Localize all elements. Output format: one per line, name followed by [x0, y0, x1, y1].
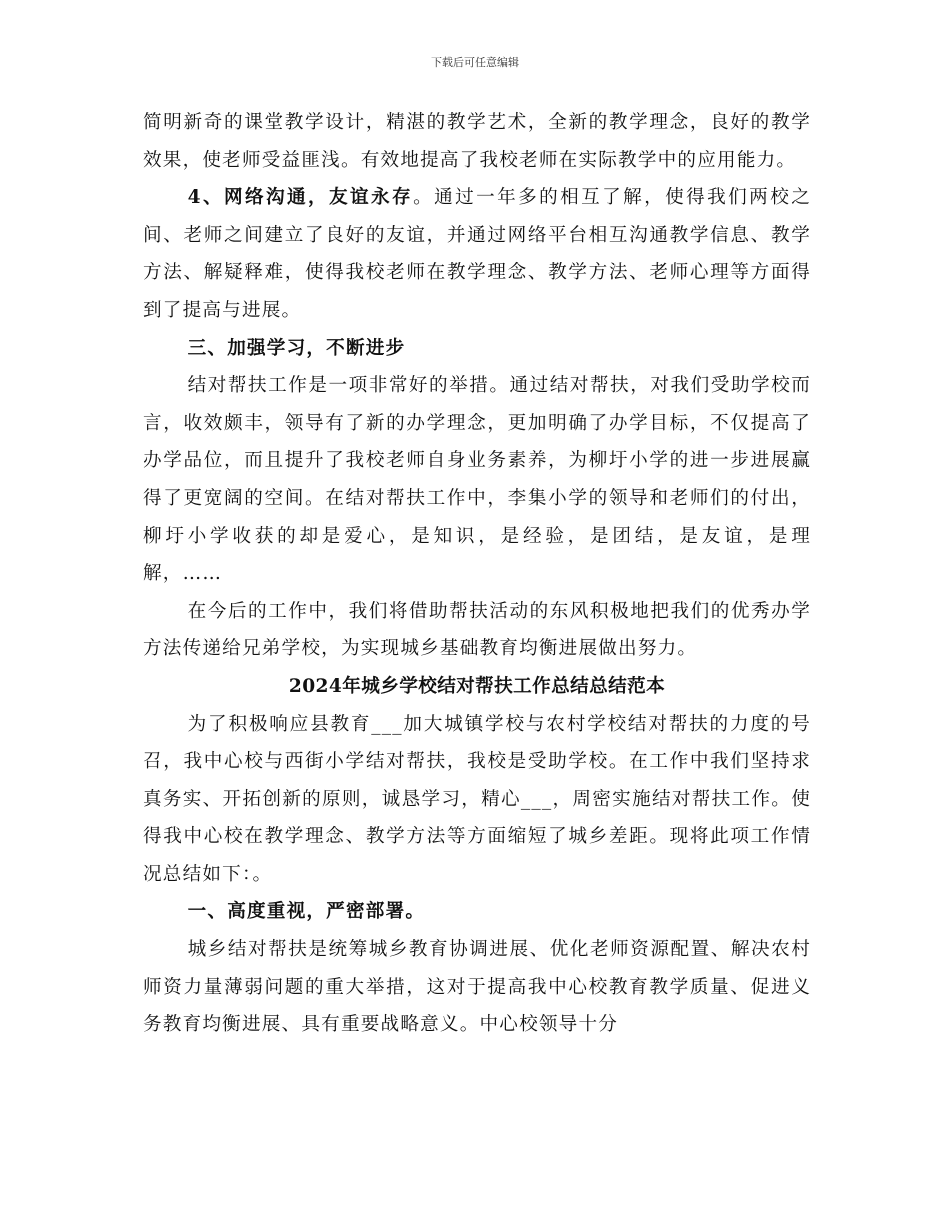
page-header: 下载后可任意编辑	[431, 56, 519, 69]
document-title: 2024年城乡学校结对帮扶工作总结总结范本	[288, 675, 666, 697]
paragraph-introduction: 为了积极响应县教育___加大城镇学校与农村学校结对帮扶的力度的号召，我中心校与西街小学结对帮扶，我校是受助学校。在工作中我们坚持求真务实、开拓创新的原则，诚恳学习，精心___，周密实施结对帮扶工作。使得我中心校在教学理念、教学方法等方面缩短了城乡差距。现将此项工作情况总结如下：。	[143, 713, 811, 885]
paragraph-future-work: 在今后的工作中，我们将借助帮扶活动的东风积极地把我们的优秀办学方法传递给兄弟学校，为实现城乡基础教育均衡进展做出努力。	[143, 600, 811, 660]
paragraph-network-communication	[143, 179, 811, 329]
document-body	[143, 104, 811, 1044]
section-heading-strengthen-learning: 三、加强学习，不断进步	[187, 337, 406, 359]
paragraph-urban-rural-pairing: 城乡结对帮扶是统筹城乡教育协调进展、优化老师资源配置、解决农村师资力量薄弱问题的重大举措，这对于提高我中心校教育教学质量、促进义务教育均衡进展、具有重要战略意义。中心校领导十分	[143, 939, 811, 1036]
paragraph-lead-heading: 4、网络沟通，友谊永存	[187, 187, 414, 209]
section-heading-high-priority: 一、高度重视，严密部署。	[187, 901, 426, 923]
paragraph-pairing-assistance: 结对帮扶工作是一项非常好的举措。通过结对帮扶，对我们受助学校而言，收效颇丰，领导有了新的办学理念，更加明确了办学目标，不仅提高了办学品位，而且提升了我校老师自身业务素养，为柳圩小学的进一步进展赢得了更宽阔的空间。在结对帮扶工作中，李集小学的领导和老师们的付出，柳圩小学收获的却是爱心，是知识，是经验，是团结，是友谊，是理解，……	[143, 375, 811, 585]
paragraph-body-text: 。通过一年多的相互了解，使得我们两校之间、老师之间建立了良好的友谊，并通过网络平台相互沟通教学信息、教学方法、解疑释难，使得我校老师在教学理念、教学方法、老师心理等方面得到了提高与进展。	[143, 187, 811, 321]
paragraph-teaching-design: 简明新奇的课堂教学设计，精湛的教学艺术，全新的教学理念，良好的教学效果，使老师受益匪浅。有效地提高了我校老师在实际教学中的应用能力。	[143, 112, 811, 171]
